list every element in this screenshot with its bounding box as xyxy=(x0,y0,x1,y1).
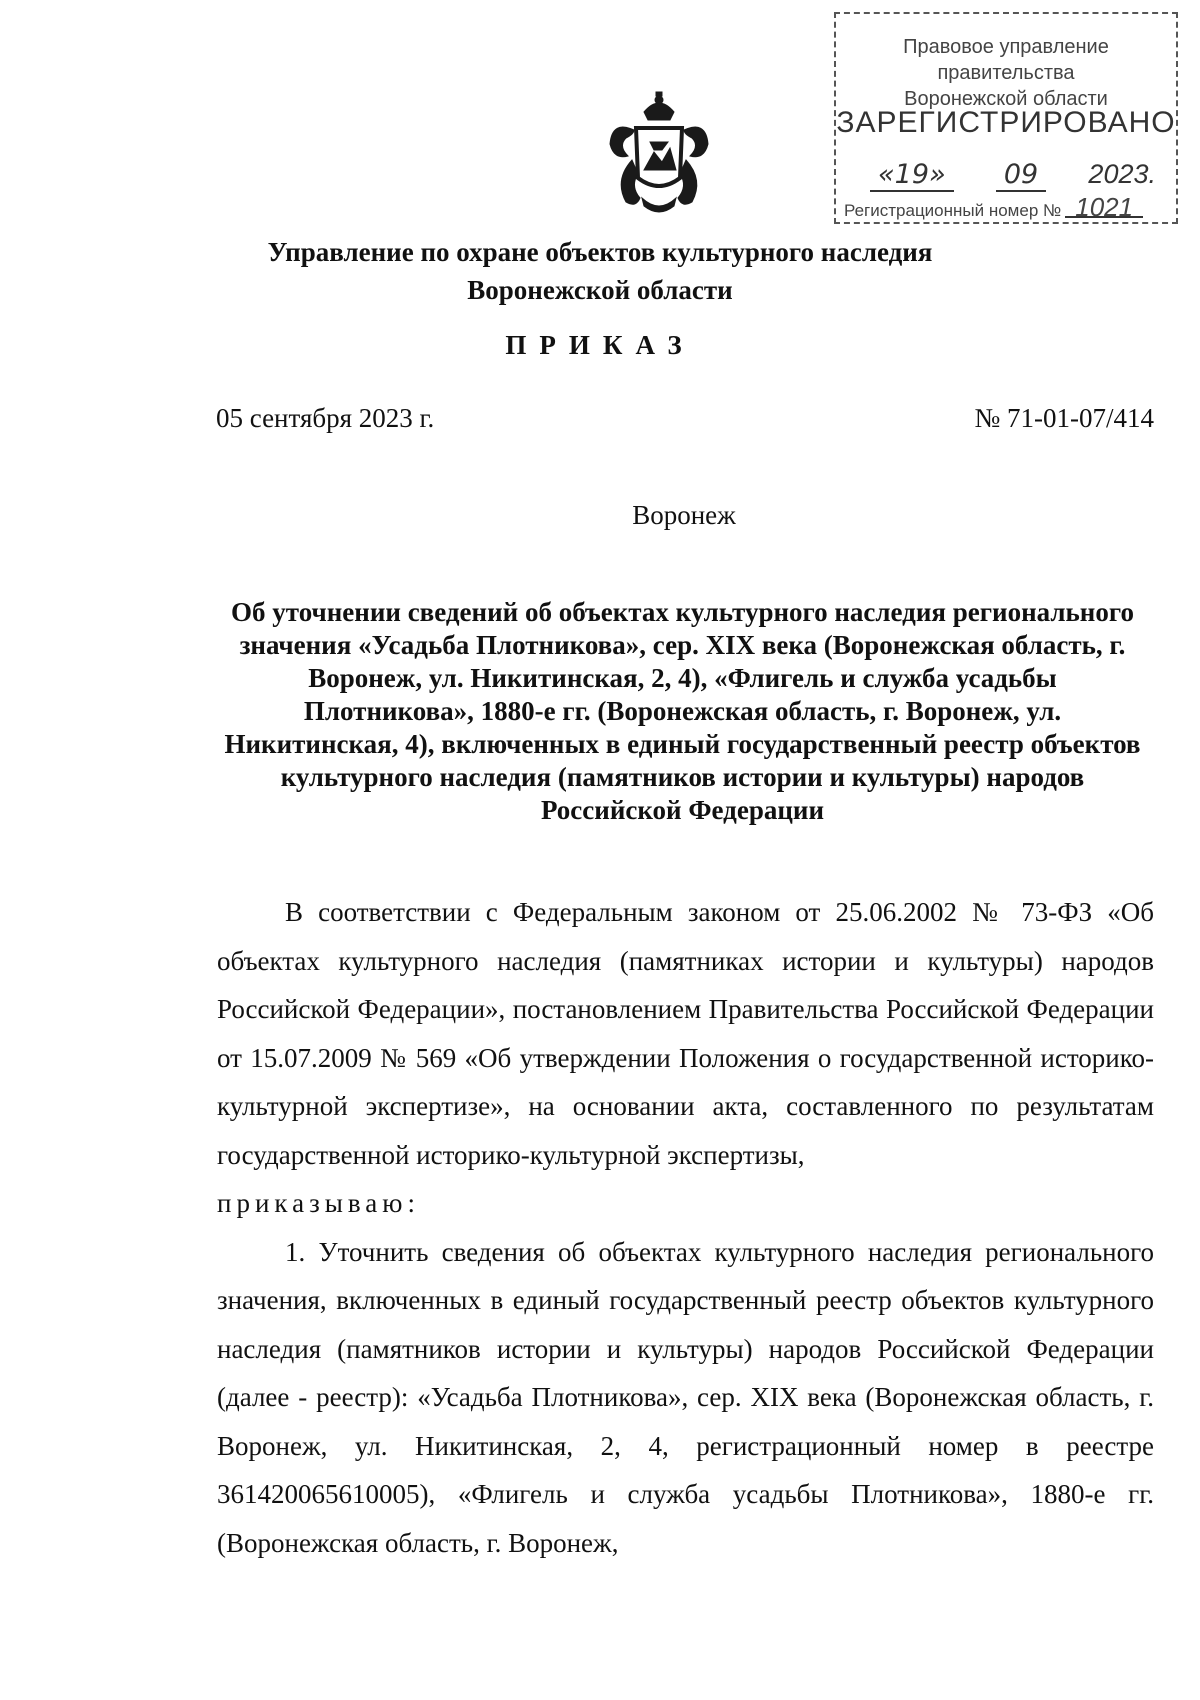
document-number: № 71-01-07/414 xyxy=(974,403,1154,433)
document-date: 05 сентября 2023 г. xyxy=(216,403,435,433)
issuing-agency xyxy=(0,233,1200,309)
stamp-date xyxy=(870,159,1156,192)
stamp-reg-number-line xyxy=(844,192,1168,222)
stamp-reg-label: Регистрационный номер № xyxy=(844,201,1062,220)
stamp-org-line1: Правовое управление правительства xyxy=(903,36,1109,84)
registration-stamp xyxy=(834,12,1178,224)
order-item-1: 1. Уточнить сведения об объектах культурного наследия регионального значения, включенных в единый государственный реестр объектов культурного наследия (памятников истории и культуры) народов Российской Федерации (далее - реестр): «Усадьба Плотникова», сер. XIX века (Воронежская область, г. Воронеж, ул. Никитинская, 2, 4, регистрационный номер в реестре 361420065610005), «Флигель и служба усадьбы Плотникова», 1880-е гг. (Воронежская область, г. Воронеж, xyxy=(217,1236,1154,1558)
stamp-reg-number: 1021 xyxy=(1065,198,1143,218)
stamp-month: 09 xyxy=(996,159,1046,192)
agency-line2: Воронежской области xyxy=(467,275,733,305)
order-word: приказываю: xyxy=(217,1188,420,1218)
document-city: Воронеж xyxy=(632,500,736,530)
document-subject: Об уточнении сведений об объектах культурного наследия регионального значения «Усадьба Плотникова», сер. XIX века (Воронежская область, г. Воронеж, ул. Никитинская, 2, 4), «Флигель и служба усадьбы Плотникова», 1880-е гг. (Воронежская область, г. Воронеж, ул. Никитинская, 4), включенных в единый государственный реестр объектов культурного наследия (памятников истории и культуры) народов Российской Федерации xyxy=(224,597,1141,825)
stamp-organization xyxy=(836,34,1176,112)
document-type: ПРИКАЗ xyxy=(505,330,695,360)
preamble-paragraph: В соответствии с Федеральным законом от 25.06.2002 № 73-ФЗ «Об объектах культурного наследия (памятниках истории и культуры) народов Российской Федерации», постановлением Правительства Российской Федерации от 15.07.2009 № 569 «Об утверждении Положения о государственной историко-культурной экспертизе», на основании акта, составленного по результатам государственной историко-культурной экспертизы, xyxy=(217,897,1154,1170)
stamp-year: 2023. xyxy=(1088,159,1156,189)
stamp-org-line2: Воронежской области xyxy=(904,88,1108,110)
document-body xyxy=(217,888,1154,1567)
stamp-day: «19» xyxy=(870,159,954,192)
agency-line1: Управление по охране объектов культурного наследия xyxy=(267,237,933,267)
stamp-status: ЗАРЕГИСТРИРОВАНО xyxy=(836,106,1176,139)
coat-of-arms-icon xyxy=(604,90,714,220)
